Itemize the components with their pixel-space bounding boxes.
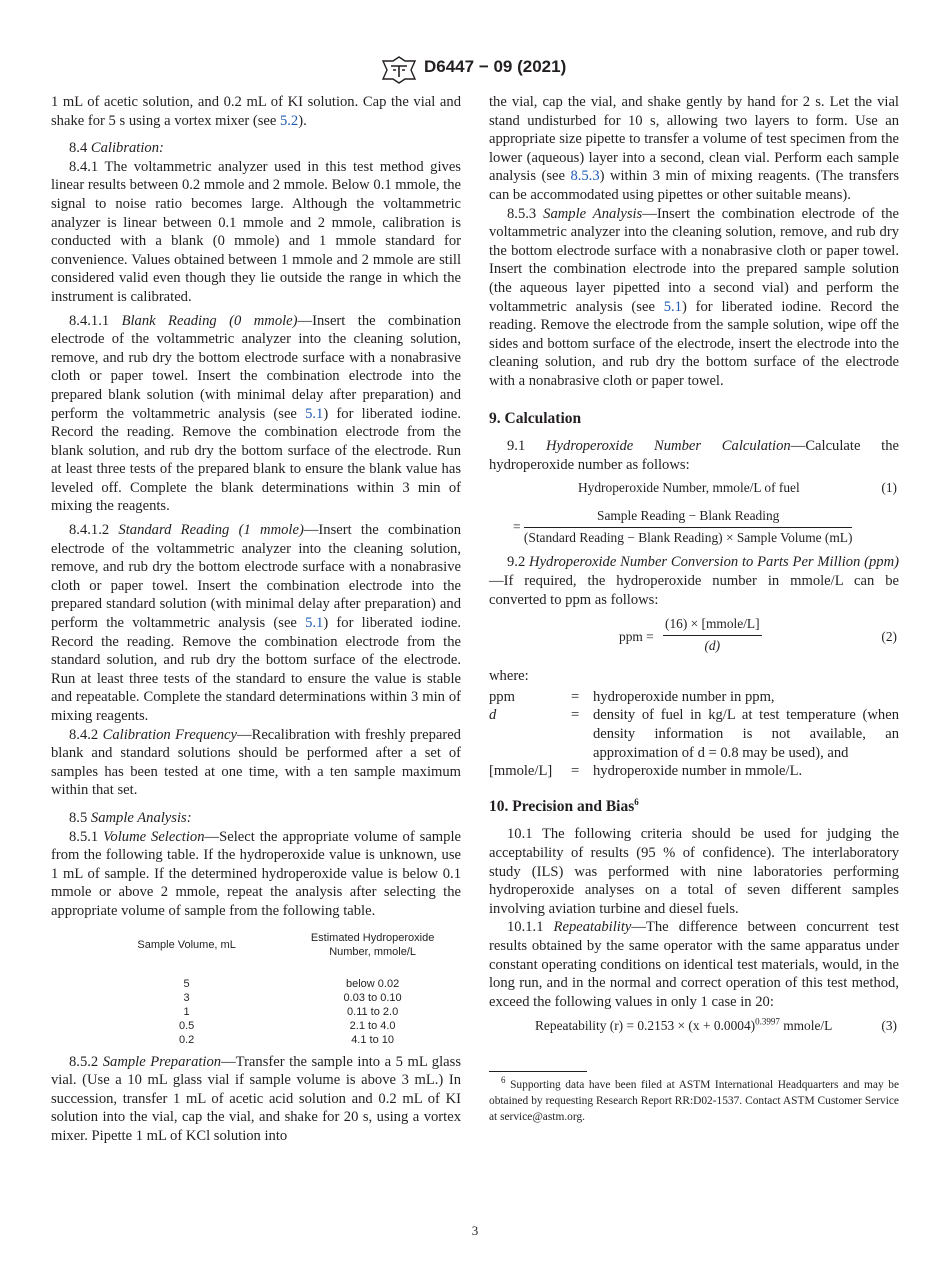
paragraph-8-4-1: 8.4.1 The voltammetric analyzer used in this test method gives linear results between 0.2 mmole and 2 mmole. Below 0.1 mmole, the signal to noise ratio becomes large. Although the voltammetric analyzer is linear between 0.1 mmole and 2 mmole, calibration is conducted with a blank (0 mmole) and 1 mmole standard for convenience. Values obtained between 1 mmole and 2 mmole are still considered valid even though they lie outside the range in which the instrument is calibrated. <box>51 158 461 305</box>
equation-1-fraction: $\frac{\text{Sample Reading − Blank Reading}}{\text{(Standard Reading − Blank Reading) × Sample Volume (mL)}}$ <box>523 508 853 545</box>
equation-1-lhs: Hydroperoxide Number, mmole/L of fuel (1) <box>489 479 899 501</box>
where-label: where: <box>489 668 529 685</box>
footnote-6: $^6$ Supporting data have been filed at ASTM International Headquarters and may be obtained by requesting Research Report RR:D02-1537. Contact ASTM Customer Service at service@astm.org. <box>489 1075 899 1123</box>
table-header-hydroperoxide: Estimated Hydroperoxide Number, mmole/L <box>310 931 435 958</box>
ref-link-8-5-3[interactable]: 8.5.3 <box>570 168 600 185</box>
paragraph-8-4-1-2: 8.4.1.2 Standard Reading (1 mmole)—Insert the combination electrode of the voltammetric analyzer into the cleaning solution, remove, and rub dry the bottom electrode surface with a nonabrasive cloth or paper towel. Insert the combination electrode into the prepared standard solution (with minimal delay after preparation) and perform the voltammetric analysis (see 5.1) for liberated iodine. Record the reading. Remove the combination electrode from the standard solution, and rub dry the bottom surface of the electrode. Run at least three tests of the standard to ensure the value is stable and repeatable. Complete the standard determinations within 3 min of mixing reagents. <box>51 522 461 724</box>
paragraph-continued: the vial, cap the vial, and shake gently by hand for 2 s. Let the vial stand undisturbed for 10 s, allowing two layers to form. Use an appropriate size pipette to transfer a volume of test specimen from the lower (aqueous) layer into a second, clean vial. Perform each sample analysis (see 8.5.3) within 3 min of mixing reagents. (The transfers can be accommodated using pipettes or other suitable means). <box>489 94 900 203</box>
paragraph-8-5-2: 8.5.2 Sample Preparation—Transfer the sample into a 5 mL glass vial. (Use a 10 mL glass vial if sample volume is above 3 mL.) In succession, transfer 1 mL of acetic acid solution and 0.2 mL of KI solution into the vial, cap the vial, and shake for 20 s, using a vortex mixer. Pipette 1 mL of KCl solution into <box>51 1053 461 1144</box>
table-row: 5 below 0.02 <box>183 977 400 990</box>
equation-1-rhs: = $\frac{\text{Sample Reading − Blank Reading}}{\text{(Standard Reading − Blank Reading) × Sample Volume (mL)}}$ <box>513 507 899 547</box>
left-column <box>51 93 461 1146</box>
paragraph-10-1: 10.1 The following criteria should be used for judging the acceptability of results (95 % of confidence). The interlaboratory study (ILS) was performed with nine laboratories performing hydroperoxide analyses on a total of seven different samples involving aviation turbine and diesel fuels. <box>489 826 899 917</box>
paragraph-8-4-1-1: 8.4.1.1 Blank Reading (0 mmole)—Insert the combination electrode of the voltammetric analyzer into the cleaning solution, remove, and rub dry the bottom electrode surface with a nonabrasive cloth or paper towel. Insert the combination electrode into the prepared blank solution (with minimal delay after preparation) and perform the voltammetric analysis (see 5.1) for liberated iodine. Record the reading. Remove the combination electrode from the blank solution, and rub dry the bottom surface of the electrode. Run at least three tests of the prepared blank to ensure the blank value has leveled off. Complete the blank determinations within 3 min of mixing the reagents. <box>51 312 462 515</box>
ref-link-5-2[interactable]: 5.2 <box>279 112 299 129</box>
sample-volume-table <box>89 931 461 1047</box>
equation-3-number: (3) <box>881 1018 897 1034</box>
definitions-list <box>489 688 899 781</box>
equation-2: ppm = (16) × [mmole/L] (d) (2) <box>619 616 897 653</box>
paragraph-9-2: 9.2 Hydroperoxide Number Conversion to Parts Per Million (ppm)—If required, the hydroperoxide number in mmole/L can be converted to ppm as follows: <box>489 554 899 608</box>
list-item: ppm = hydroperoxide number in ppm, <box>489 688 775 705</box>
astm-logo-icon <box>380 56 418 84</box>
section-10-heading: 10. Precision and Bias$^6$ <box>489 796 639 815</box>
right-column <box>489 93 899 1125</box>
table-header-sample-volume: Sample Volume, mL <box>137 938 236 951</box>
table-row: 0.5 2.1 to 4.0 <box>178 1019 396 1032</box>
equation-2-number: (2) <box>881 629 897 645</box>
section-8-4-heading: 8.4 Calibration: <box>69 140 164 157</box>
equation-1-number: (1) <box>881 480 897 496</box>
table-row: 0.2 4.1 to 10 <box>178 1033 395 1046</box>
document-id: D6447 − 09 (2021) <box>424 57 567 76</box>
list-item: [mmole/L] = hydroperoxide number in mmole/L. <box>489 763 803 780</box>
paragraph-continued: 1 mL of acetic solution, and 0.2 mL of KI solution. Cap the vial and shake for 5 s using a vortex mixer (see 5.2). <box>51 94 461 129</box>
paragraph-8-4-2: 8.4.2 Calibration Frequency—Recalibration with freshly prepared blank and standard solutions should be performed after a set of samples has been tested at one time, with a ten sample maximum within that set. <box>51 726 461 799</box>
paragraph-10-1-1: 10.1.1 Repeatability—The difference between concurrent test results obtained by the same operator with the same apparatus under constant operating conditions on identical test materials, would, in the long run, and in the normal and correct operation of this test method, exceed the following values in only 1 case in 20: <box>489 919 900 1010</box>
page-header <box>0 56 950 84</box>
ref-link-5-1[interactable]: 5.1 <box>305 405 324 422</box>
footnote-divider <box>489 1071 587 1072</box>
footnote-ref: 6 <box>634 796 639 807</box>
table-row: 3 0.03 to 0.10 <box>183 991 402 1004</box>
section-8-5-heading: 8.5 Sample Analysis: <box>69 809 192 826</box>
paragraph-8-5-1: 8.5.1 Volume Selection—Select the appropriate volume of sample from the following table. If the hydroperoxide value is unknown, use 1 mL of sample. If the determined hydroperoxide value is below 0.1 mmole or above 2 mmole, repeat the analysis after selecting the appropriate volume of sample from the following table. <box>51 828 461 919</box>
list-item: d = density of fuel in kg/L at test temperature (when density information is not available, an approximation of d = 0.8 may be used), and <box>489 707 899 761</box>
table-row: 1 0.11 to 2.0 <box>183 1005 399 1018</box>
equation-3: Repeatability $(r) = 0.2153 \times (x + 0.0004)^{0.3997}$ mmole/L (3) <box>489 1017 899 1039</box>
ref-link-5-1[interactable]: 5.1 <box>663 298 682 315</box>
ref-link-5-1[interactable]: 5.1 <box>305 615 324 632</box>
paragraph-9-1: 9.1 Hydroperoxide Number Calculation—Calculate the hydroperoxide number as follows: <box>489 438 899 473</box>
paragraph-8-5-3: 8.5.3 Sample Analysis—Insert the combination electrode of the voltammetric analyzer into the cleaning solution, remove, and rub dry the bottom electrode surface with a nonabrasive cloth or paper towel. Insert the combination electrode into the prepared sample solution (the aqueous layer pipetted into a second vial) and perform the voltammetric analysis (see 5.1) for liberated iodine. Record the reading. Remove the electrode from the sample solution, wipe off the sides and bottom surface of the electrode, insert the electrode into the cleaning solution, and rub dry the bottom surface of the electrode with a nonabrasive cloth or paper towel. <box>489 205 900 389</box>
section-9-heading: 9. Calculation <box>489 409 582 427</box>
page-number: 3 <box>471 1223 479 1238</box>
